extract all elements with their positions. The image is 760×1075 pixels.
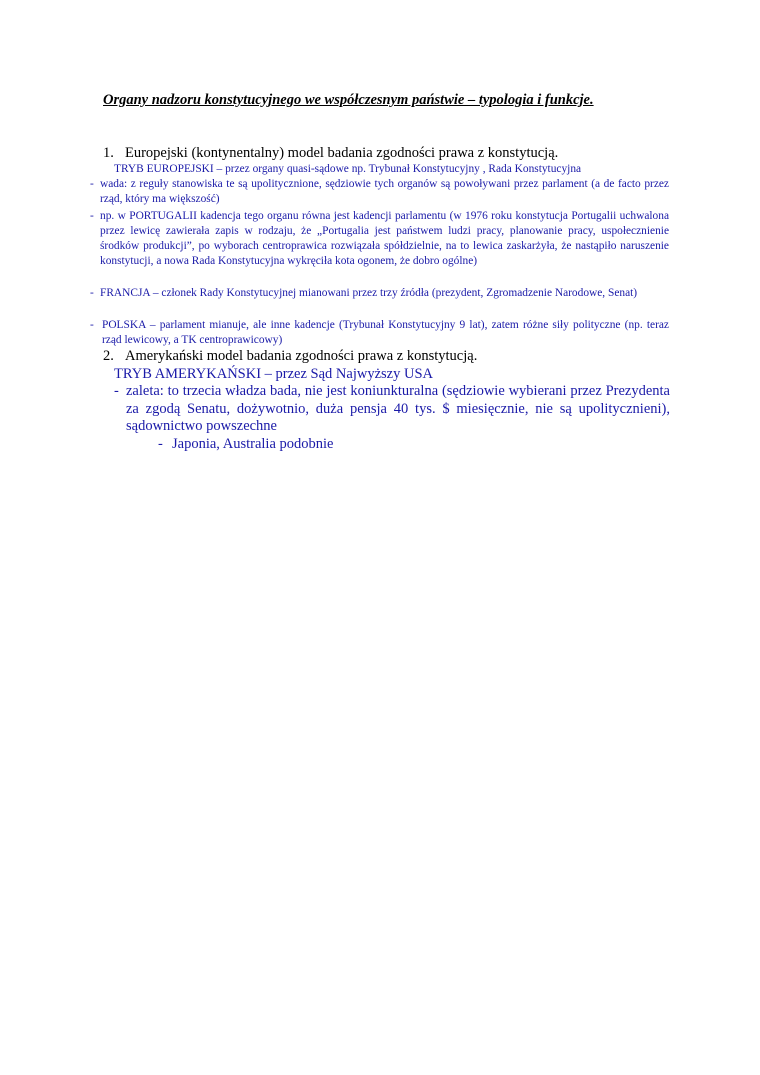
bullet-dash: -: [90, 319, 94, 331]
list-item-text: wada: z reguły stanowiska te są upolitycznione, sędziowie tych organów są powoływani przez parlament (a de facto przez rząd, który ma większość): [100, 178, 669, 205]
list-item-text: POLSKA – parlament mianuje, ale inne kadencje (Trybunał Konstytucyjny 9 lat), zatem różne siły polityczne (np. teraz rząd lewicowy, a TK centroprawicowy): [102, 319, 669, 346]
sub-list-item-japan: [158, 436, 558, 454]
list-item-france: [90, 286, 669, 301]
list-item-wada: [90, 177, 669, 207]
section-2-heading: [103, 348, 477, 365]
list-item-zaleta: [114, 383, 670, 436]
section-1-number: 1.: [103, 145, 114, 161]
american-mode-line: TRYB AMERYKAŃSKI – przez Sąd Najwyższy USA: [114, 366, 433, 382]
list-item-text: FRANCJA – członek Rady Konstytucyjnej mianowani przez trzy źródła (prezydent, Zgromadzenie Narodowe, Senat): [100, 287, 638, 299]
bullet-dash: -: [90, 178, 94, 190]
section-2-number: 2.: [103, 348, 114, 364]
list-item-text: np. w PORTUGALII kadencja tego organu równa jest kadencji parlamentu (w 1976 roku konstytucja Portugalii uchwalona przez lewicę zawierała zapis w rodzaju, że „Portugalia jest państwem ludzi pracy, planowanie pracy, uspołecznienie środków produkcji”, po wyborach centroprawica rozwiązała spółdzielnie, na to lewica zaskarżyła, że nastąpiło naruszenie konstytucji, a nowa Rada Konstytucyjna wykręciła kota ogonem, że dobro ogólne): [100, 210, 669, 267]
list-item-text: Japonia, Australia podobnie: [172, 436, 334, 452]
list-item-text: zaleta: to trzecia władza bada, nie jest koniunkturalna (sędziowie wybierani przez Prezydenta za zgodą Senatu, dożywotnio, duża pensja 40 tys. $ miesięcznie, nie są upolitycznieni), sądownictwo powszechne: [126, 383, 670, 434]
bullet-dash: -: [114, 383, 119, 399]
bullet-dash: -: [90, 287, 94, 299]
european-mode-line: TRYB EUROPEJSKI – przez organy quasi-sądowe np. Trybunał Konstytucyjny , Rada Konstytucyjna: [114, 163, 582, 175]
bullet-dash: -: [90, 210, 94, 222]
section-2-heading-text: Amerykański model badania zgodności prawa z konstytucją.: [125, 348, 478, 364]
list-item-poland: [90, 318, 669, 348]
document-title: Organy nadzoru konstytucyjnego we współczesnym państwie – typologia i funkcje.: [103, 92, 594, 108]
bullet-dash: -: [158, 436, 163, 452]
section-1-heading-text: Europejski (kontynentalny) model badania zgodności prawa z konstytucją.: [125, 145, 559, 161]
section-1-heading: [103, 145, 558, 162]
list-item-portugal: [90, 209, 669, 269]
